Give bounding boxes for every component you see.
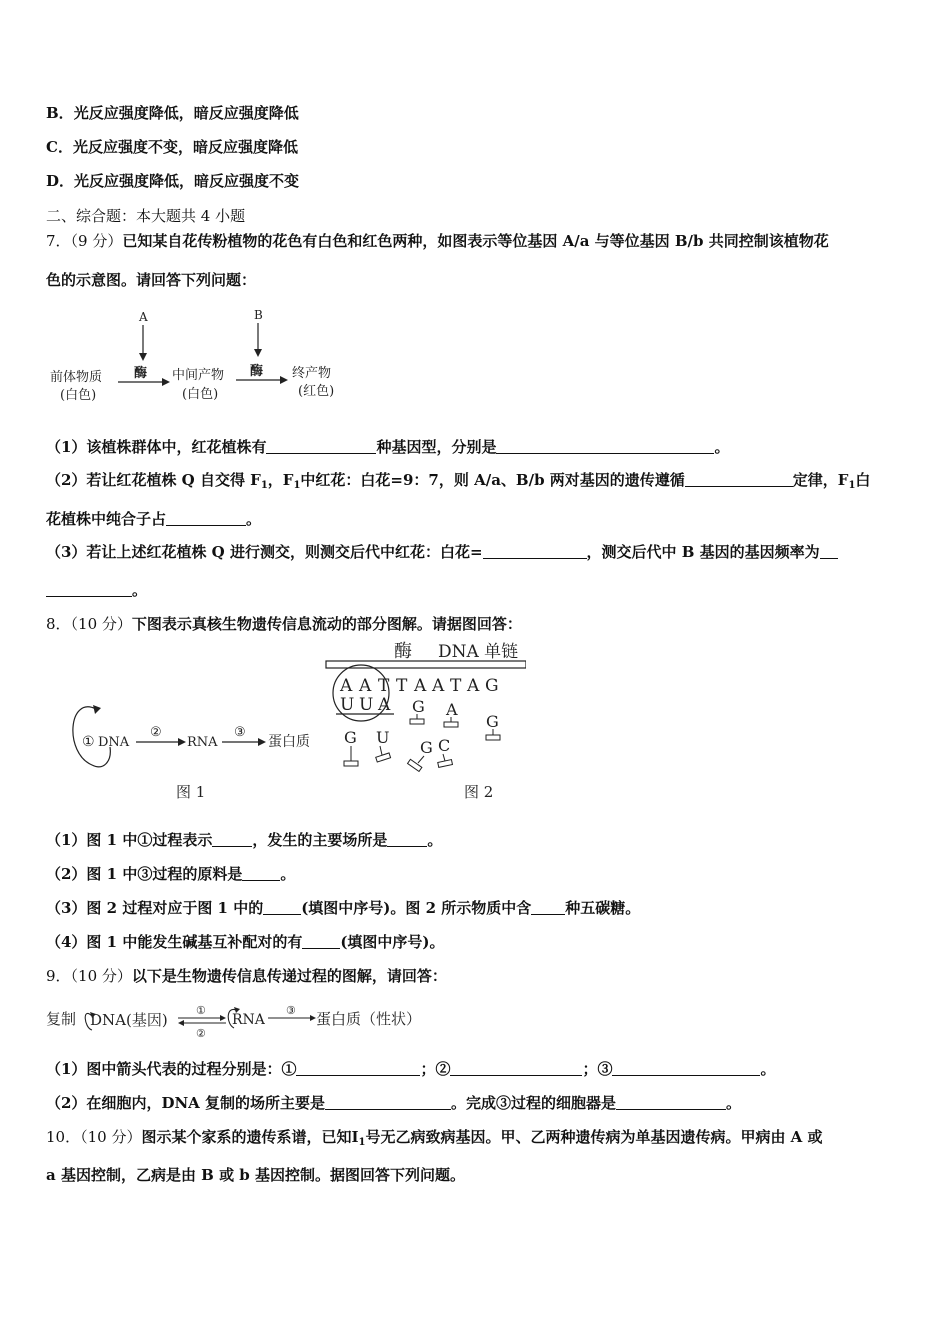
q9-step-2: ② <box>196 1027 206 1040</box>
free-nucleotide: C <box>438 736 451 755</box>
q10-stem-line1: 10．（10 分）图示某个家系的遗传系谱，已知$Ⅰ_1$号无乙病致病基因。甲、乙两种遗传病为单基因遗传病。甲病由 A 或 <box>46 1128 823 1148</box>
q9-central-dogma-diagram <box>46 998 436 1040</box>
figure-2 <box>326 641 526 801</box>
q9-sub1-blank3[interactable] <box>612 1061 760 1076</box>
q8-sub3-blank1[interactable] <box>263 900 301 915</box>
q8-sub2: （2）图 1 中③过程的原料是 。 <box>46 865 296 883</box>
free-nucleotide: G <box>344 728 357 747</box>
template-base: A <box>467 676 480 696</box>
q8-sub1: （1）图 1 中①过程表示 ，发生的主要场所是 。 <box>46 831 443 849</box>
q7-stem-line2: 色的示意图。请回答下列问题： <box>46 271 257 289</box>
gene-a-label: A <box>139 310 148 324</box>
q9-replication-label: 复制 <box>46 1010 77 1028</box>
q9-protein-trait: 蛋白质（性状） <box>316 1010 422 1028</box>
fig1-protein: 蛋白质 <box>268 734 310 750</box>
q7-sub3-blank3[interactable] <box>46 582 132 597</box>
q9-sub1: （1）图中箭头代表的过程分别是：① ；② ；③ 。 <box>46 1060 776 1078</box>
fig1-dna: DNA <box>98 735 130 750</box>
fig1-process-1: ① <box>82 734 95 750</box>
precursor-color: (白色) <box>60 388 97 403</box>
template-base: A <box>432 676 445 696</box>
q7-sub3-blank1[interactable] <box>483 544 587 559</box>
fig1-process-3: ③ <box>234 725 246 740</box>
free-nucleotide: A <box>446 700 458 719</box>
template-base: T <box>450 676 462 696</box>
q8-sub4-blank[interactable] <box>302 934 340 949</box>
free-nucleotide: U <box>376 728 390 747</box>
intermediate-label: 中间产物 <box>172 368 225 383</box>
q8-sub1-blank1[interactable] <box>212 832 252 847</box>
intermediate-color: (白色) <box>182 387 219 402</box>
paired-base: U <box>359 695 374 715</box>
q9-dna-gene: DNA(基因) <box>90 1011 168 1029</box>
q9-step-1: ① <box>196 1004 206 1017</box>
q8-sub4: （4）图 1 中能发生碱基互补配对的有 (填图中序号)。 <box>46 933 445 951</box>
q8-sub3: （3）图 2 过程对应于图 1 中的 (填图中序号)。图 2 所示物质中含 种五碳糖。 <box>46 899 641 917</box>
q8-figures <box>46 635 526 810</box>
fig1-rna: RNA <box>187 735 218 750</box>
enzyme-label-1: 酶 <box>134 366 148 381</box>
template-base: A <box>359 676 372 696</box>
q7-sub3-line2: 。 <box>46 579 147 600</box>
template-base: A <box>414 676 427 696</box>
q8-sub2-blank[interactable] <box>242 866 280 881</box>
q8-stem: 8．（10 分）下图表示真核生物遗传信息流动的部分图解。请据图回答： <box>46 615 522 633</box>
q9-step-3: ③ <box>286 1004 296 1017</box>
q9-rna: RNA <box>232 1012 265 1028</box>
q9-stem: 9．（10 分）以下是生物遗传信息传递过程的图解，请回答： <box>46 967 447 985</box>
fig2-dna-chain: DNA 单链 <box>438 642 519 662</box>
q8-sub3-blank2[interactable] <box>531 900 565 915</box>
q9-sub2: （2）在细胞内，DNA 复制的场所主要是 。完成③过程的细胞器是 。 <box>46 1094 742 1112</box>
section-heading: 二、综合题：本大题共 4 小题 <box>46 207 246 225</box>
precursor-label: 前体物质 <box>50 370 103 385</box>
free-nucleotide: G <box>486 712 499 731</box>
template-base: T <box>396 676 408 696</box>
q7-flower-color-pathway-diagram <box>46 305 356 410</box>
q7-sub1-blank1[interactable] <box>266 439 376 454</box>
template-base: G <box>485 676 499 696</box>
q9-sub2-blank2[interactable] <box>616 1095 726 1110</box>
q10-stem-line2: a 基因控制，乙病是由 B 或 b 基因控制。据图回答下列问题。 <box>46 1166 465 1184</box>
q7-sub2-line2: 花植株中纯合子占 。 <box>46 510 262 528</box>
q9-sub2-blank1[interactable] <box>325 1095 451 1110</box>
q7-sub2-blank1[interactable] <box>685 472 793 487</box>
fig1-caption: 图 1 <box>176 783 206 801</box>
q7-sub2-blank2[interactable] <box>166 511 246 526</box>
option-d: D．光反应强度降低，暗反应强度不变 <box>46 172 300 190</box>
final-product-label: 终产物 <box>292 366 332 381</box>
q7-sub2: （2）若让红花植株 Q 自交得 $F_1$，$F_1$中红花：白花=9：7，则 A/a、B/b 两对基因的遗传遵循 定律，$F_1$白 <box>46 471 871 491</box>
q8-sub1-blank2[interactable] <box>387 832 427 847</box>
enzyme-label-2: 酶 <box>250 364 264 379</box>
template-base: A <box>340 676 353 696</box>
q9-sub1-blank1[interactable] <box>296 1061 420 1076</box>
free-nucleotide: G <box>420 738 433 757</box>
q7-sub3: （3）若让上述红花植株 Q 进行测交，则测交后代中红花：白花= ，测交后代中 B 基因的基因频率为 <box>46 541 838 562</box>
q7-sub3-blank2[interactable] <box>820 544 838 559</box>
fig2-enzyme: 酶 <box>394 641 412 662</box>
fig1-process-2: ② <box>150 725 162 740</box>
gene-b-label: B <box>254 308 263 322</box>
q7-stem-line1: 7．（9 分）已知某自花传粉植物的花色有白色和红色两种，如图表示等位基因 A/a 与等位基因 B/b 共同控制该植物花 <box>46 232 829 250</box>
paired-base: A <box>378 695 391 715</box>
final-product-color: (红色) <box>298 384 335 399</box>
fig2-caption: 图 2 <box>464 783 494 801</box>
q9-sub1-blank2[interactable] <box>450 1061 582 1076</box>
paired-base: U <box>340 695 355 715</box>
q7-sub1-blank2[interactable] <box>496 439 714 454</box>
template-base: T <box>378 676 390 696</box>
option-b: B．光反应强度降低，暗反应强度降低 <box>46 104 299 122</box>
figure-1 <box>73 705 310 801</box>
q7-sub1: （1）该植株群体中，红花植株有 种基因型，分别是 。 <box>46 438 730 456</box>
option-c: C．光反应强度不变，暗反应强度降低 <box>46 138 298 156</box>
free-nucleotide: G <box>412 697 425 716</box>
